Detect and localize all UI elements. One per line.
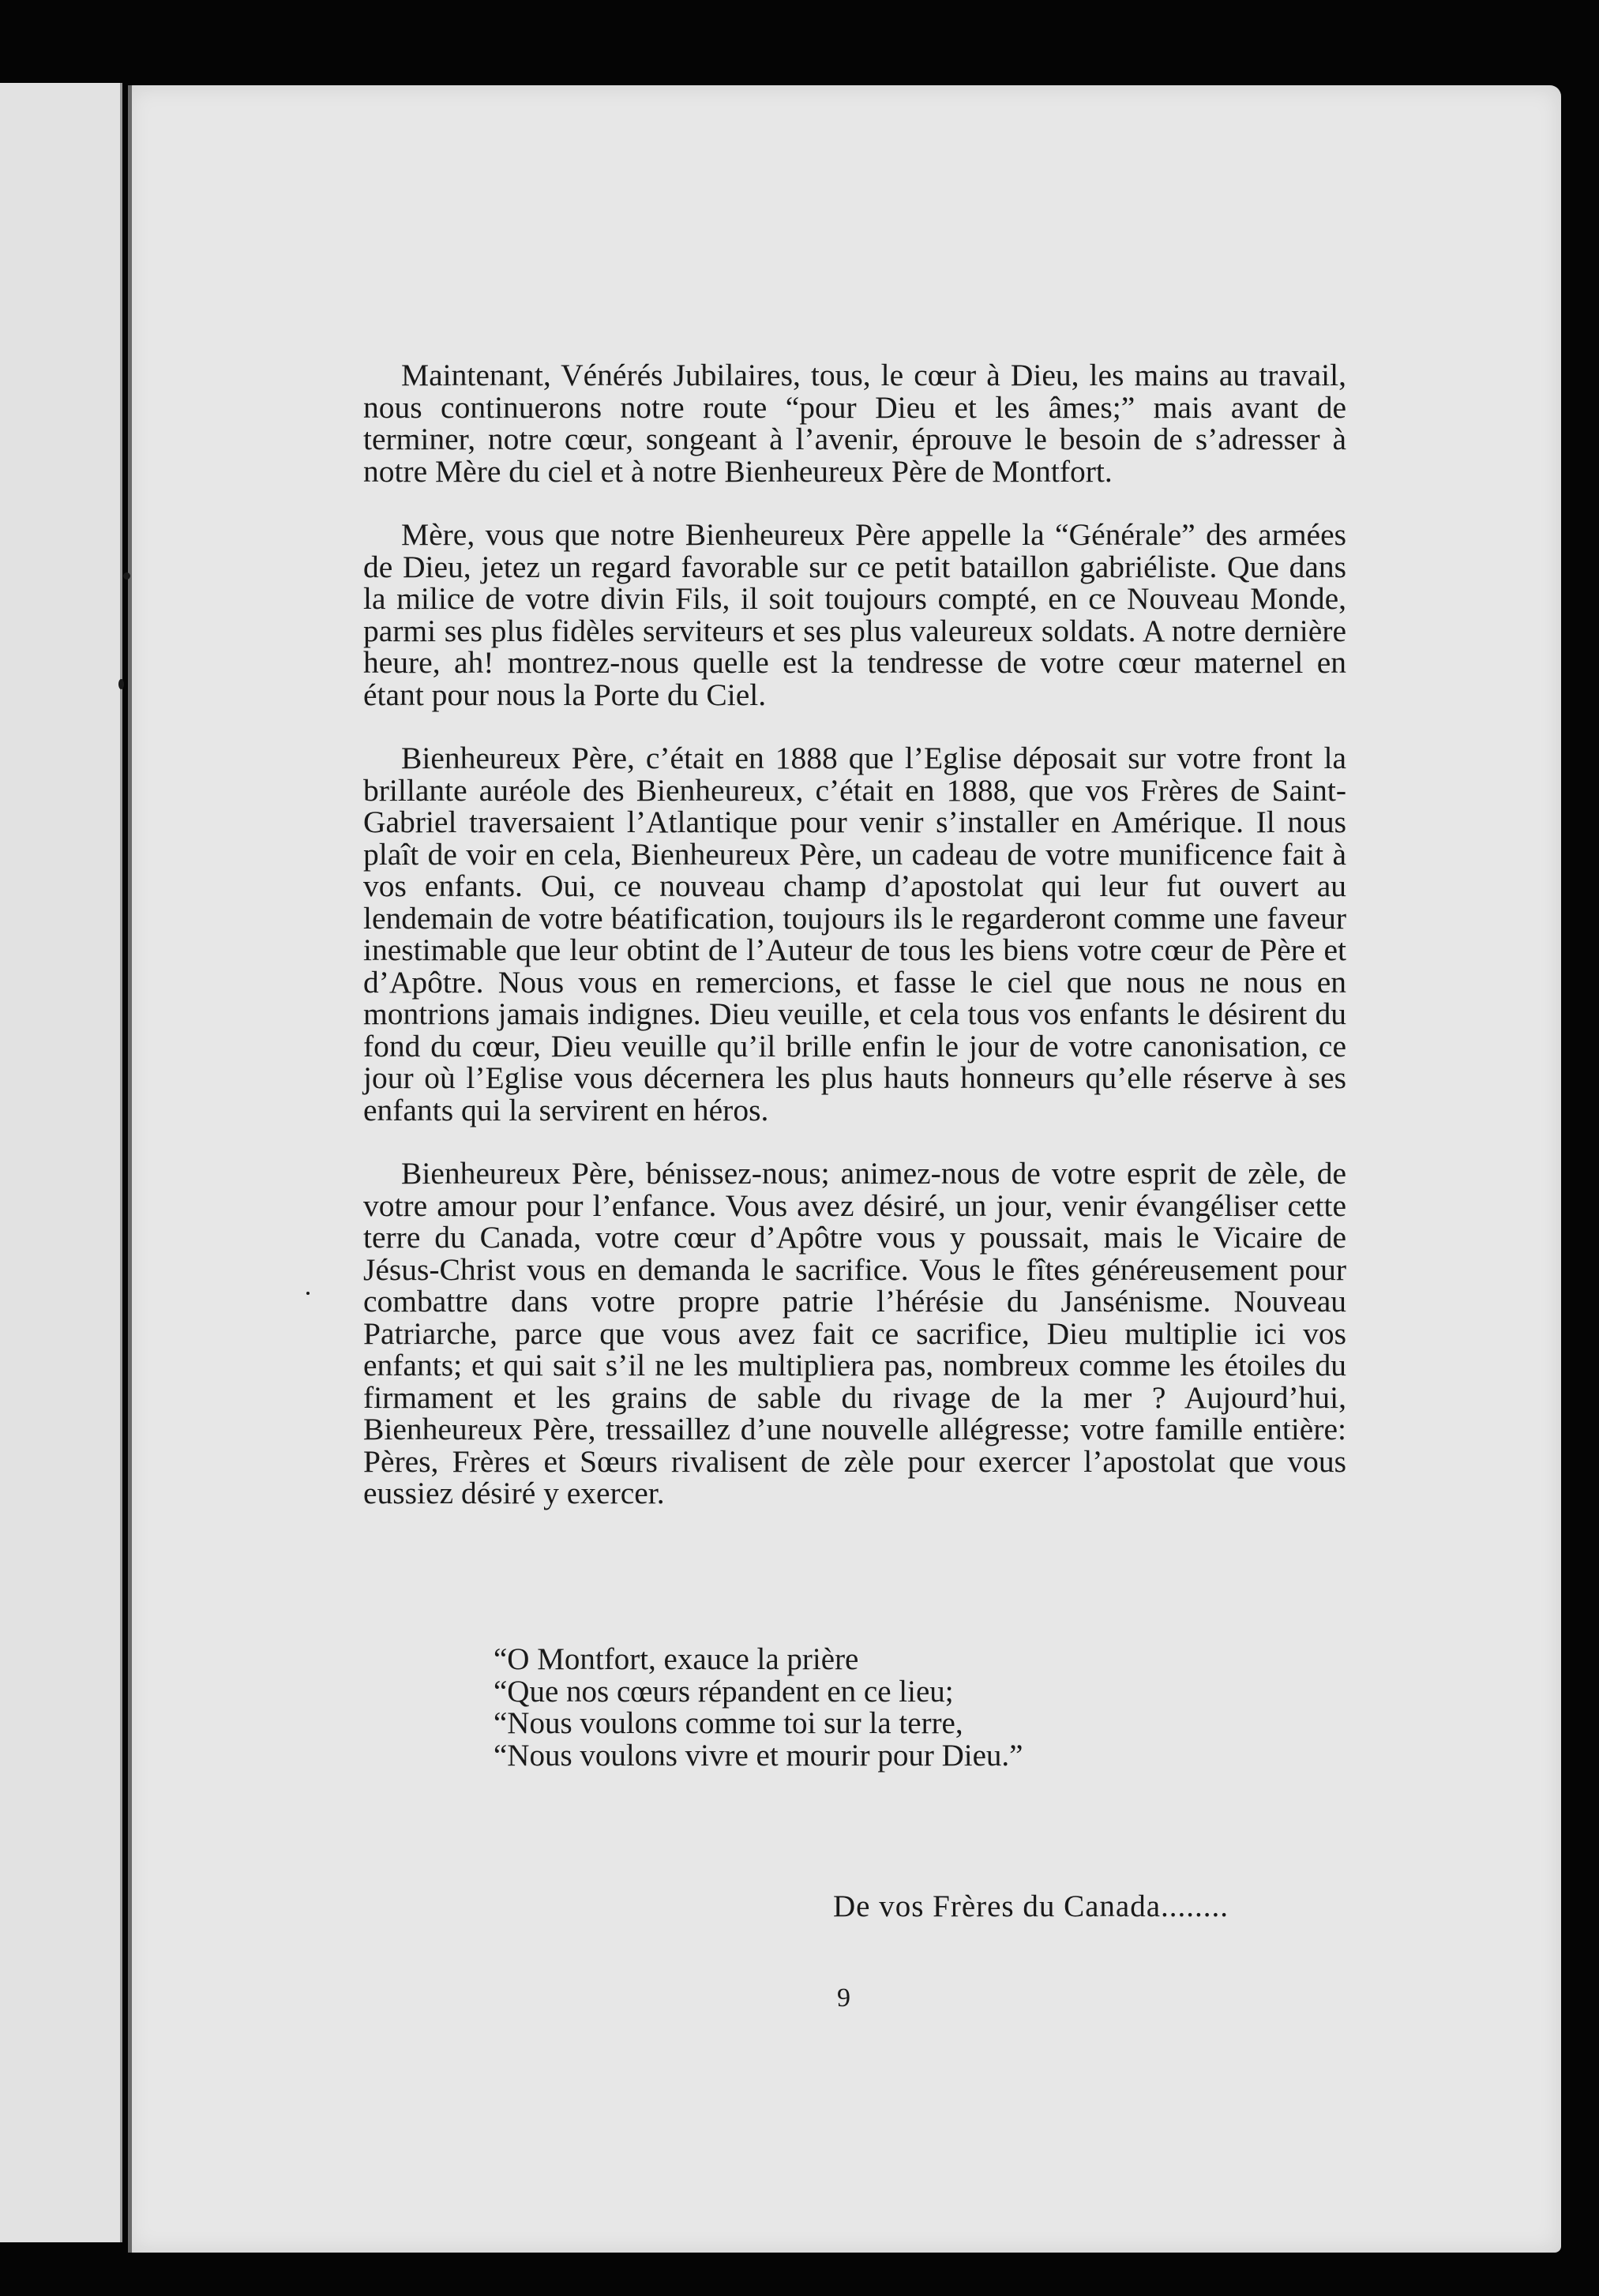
scan-speck (306, 1292, 310, 1295)
poem-stanza (494, 1644, 1023, 1772)
paragraph-1: Maintenant, Vénérés Jubilaires, tous, le cœur à Dieu, les mains au travail, nous continuerons notre route “pour Dieu et les âmes;” mais avant de terminer, notre cœur, songeant à l’avenir, éprouve le besoin de s’adresser à notre Mère du ciel et à notre Bienheureux Père de Montfort. (363, 358, 1346, 489)
poem-line-2: “Que nos cœurs répandent en ce lieu; (494, 1674, 954, 1709)
paragraph-2: Mère, vous que notre Bienheureux Père appelle la “Générale” des armées de Dieu, jetez un regard favorable sur ce petit bataillon gabriéliste. Que dans la milice de votre divin Fils, il soit toujours compté, en ce Nouveau Monde, parmi ses plus fidèles serviteurs et ses plus valeureux soldats. A notre dernière heure, ah! montrez-nous quelle est la tendresse de votre cœur maternel en étant pour nous la Porte du Ciel. (363, 517, 1346, 712)
page-binding-shadow (128, 85, 132, 2253)
signature-line: De vos Frères du Canada........ (833, 1889, 1229, 1923)
poem-line-4: “Nous voulons vivre et mourir pour Dieu.” (494, 1738, 1023, 1773)
paragraph-3: Bienheureux Père, c’était en 1888 que l’Eglise déposait sur votre front la brillante auréole des Bienheureux, c’était en 1888, que vos Frères de Saint-Gabriel traversaient l’Atlantique pour venir s’installer en Amérique. Il nous plaît de voir en cela, Bienheureux Père, un cadeau de votre munificence fait à vos enfants. Oui, ce nouveau champ d’apostolat qui leur fut ouvert au lendemain de votre béatification, toujours ils le regarderont comme une faveur inestimable que leur obtint de l’Auteur de tous les biens votre cœur de Père et d’Apôtre. Nous vous en remercions, et fasse le ciel que nous ne nous en montrions jamais indignes. Dieu veuille, et cela tous vos enfants le désirent du fond du cœur, Dieu veuille qu’il brille enfin le jour de votre canonisation, ce jour où l’Eglise vous décernera les plus hauts honneurs qu’elle réserve à ses enfants qui la servirent en héros. (363, 741, 1346, 1127)
facing-page-edge (0, 83, 122, 2242)
body-text (363, 359, 1346, 1541)
scan-speck (118, 679, 124, 689)
poem-line-3: “Nous voulons comme toi sur la terre, (494, 1706, 963, 1740)
scan-speck (123, 572, 130, 580)
poem-line-1: “O Montfort, exauce la prière (494, 1642, 859, 1676)
page-number: 9 (837, 1983, 850, 2013)
paragraph-4: Bienheureux Père, bénissez-nous; animez-nous de votre esprit de zèle, de votre amour pour l’enfance. Vous avez désiré, un jour, venir évangéliser cette terre du Canada, votre cœur d’Apôtre vous y poussait, mais le Vicaire de Jésus-Christ vous en demanda le sacrifice. Vous le fîtes généreusement pour combattre dans votre propre patrie l’hérésie du Jansénisme. Nouveau Patriarche, parce que vous avez fait ce sacrifice, Dieu multiplie ici vos enfants; et qui sait s’il ne les multipliera pas, nombreux comme les étoiles du firmament et les grains de sable du rivage de la mer ? Aujourd’hui, Bienheureux Père, tressaillez d’une nouvelle allégresse; votre famille entière: Pères, Frères et Sœurs rivalisent de zèle pour exercer l’apostolat que vous eussiez désiré y exercer. (363, 1156, 1346, 1510)
